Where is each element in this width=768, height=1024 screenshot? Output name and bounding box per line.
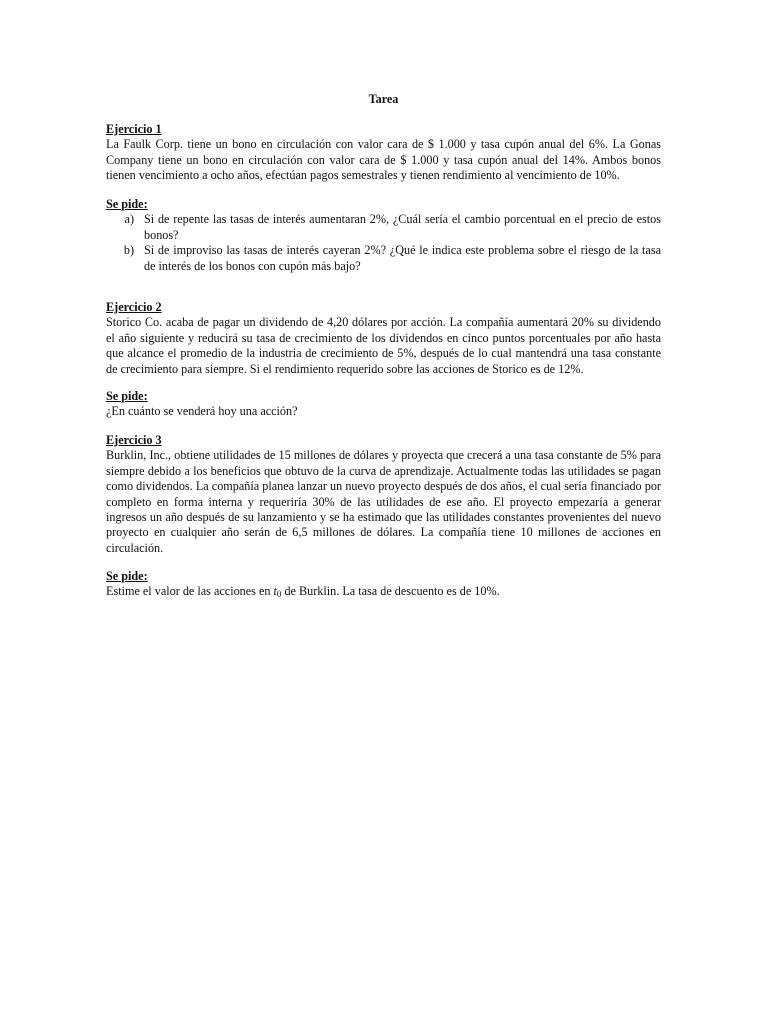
exercise-3-body: Burklin, Inc., obtiene utilidades de 15 millones de dólares y proyecta que crecerá a una tasa constante de 5% para siempre debido a los beneficios que obtuvo de la curva de aprendizaje. Actualmente todas las utilidades se pagan como dividendos. La compañía planea lanzar un nuevo proyecto después de dos años, el cual sería financiado por completo en forma interna y requeriría 30% de las utilidades de ese año. El proyecto empezaría a generar ingresos un año después de su lanzamiento y se ha estimado que las utilidades constantes provenientes del nuevo proyecto en cualquier año serán de 6,5 millones de dólares. La compañía tiene 10 millones de acciones en circulación. xyxy=(106,448,661,555)
ask-text-before: Estime el valor de las acciones en xyxy=(106,584,274,599)
exercise-1-body: La Faulk Corp. tiene un bono en circulación con valor cara de $ 1.000 y tasa cupón anual del 6%. La Gonas Company tiene un bono en circulación con valor cara de $ 1.000 y tasa cupón anual del 14%. Ambos bonos tienen vencimiento a ocho años, efectúan pagos semestrales y tienen rendimiento al vencimiento de 10%. xyxy=(106,137,661,183)
exercise-2 xyxy=(106,300,661,377)
exercise-1-ask-heading: Se pide: xyxy=(106,197,148,211)
question-text: Si de improviso las tasas de interés cayeran 2%? ¿Qué le indica este problema sobre el riesgo de la tasa de interés de los bonos con cupón más bajo? xyxy=(144,243,661,273)
document-page xyxy=(106,0,661,1024)
exercise-3 xyxy=(106,433,661,556)
page-title: Tarea xyxy=(368,92,399,106)
exercise-1 xyxy=(106,122,661,184)
exercise-2-body: Storico Co. acaba de pagar un dividendo de 4,20 dólares por acción. La compañía aumentará 20% su dividendo el año siguiente y reducirá su tasa de crecimiento de los dividendos en cinco puntos porcentuales por año hasta que alcance el promedio de la industria de crecimiento de 5%, después de lo cual mantendrá una tasa constante de crecimiento para siempre. Si el rendimiento requerido sobre las acciones de Storico es de 12%. xyxy=(106,315,661,376)
exercise-3-ask-text xyxy=(106,584,661,599)
math-variable: t xyxy=(273,584,277,599)
exercise-2-ask-text: ¿En cuánto se venderá hoy una acción? xyxy=(106,404,298,419)
exercise-2-question xyxy=(106,389,661,420)
question-marker: b) xyxy=(123,243,134,258)
question-marker: a) xyxy=(124,212,134,227)
question-text: Si de repente las tasas de interés aumentaran 2%, ¿Cuál sería el cambio porcentual en el precio de estos bonos? xyxy=(144,212,661,242)
ask-text-after: de Burklin. La tasa de descuento es de 10%. xyxy=(281,584,500,599)
exercise-2-heading: Ejercicio 2 xyxy=(106,300,162,314)
math-subscript: 0 xyxy=(276,589,282,600)
question-item-b xyxy=(106,243,661,274)
question-item-a xyxy=(106,212,661,243)
exercise-1-heading: Ejercicio 1 xyxy=(106,122,162,136)
exercise-3-heading: Ejercicio 3 xyxy=(106,433,162,447)
exercise-1-question xyxy=(106,197,661,274)
exercise-2-ask-heading: Se pide: xyxy=(106,389,148,403)
exercise-3-question xyxy=(106,569,661,600)
exercise-3-ask-heading: Se pide: xyxy=(106,569,148,583)
exercise-1-question-list xyxy=(106,212,661,274)
